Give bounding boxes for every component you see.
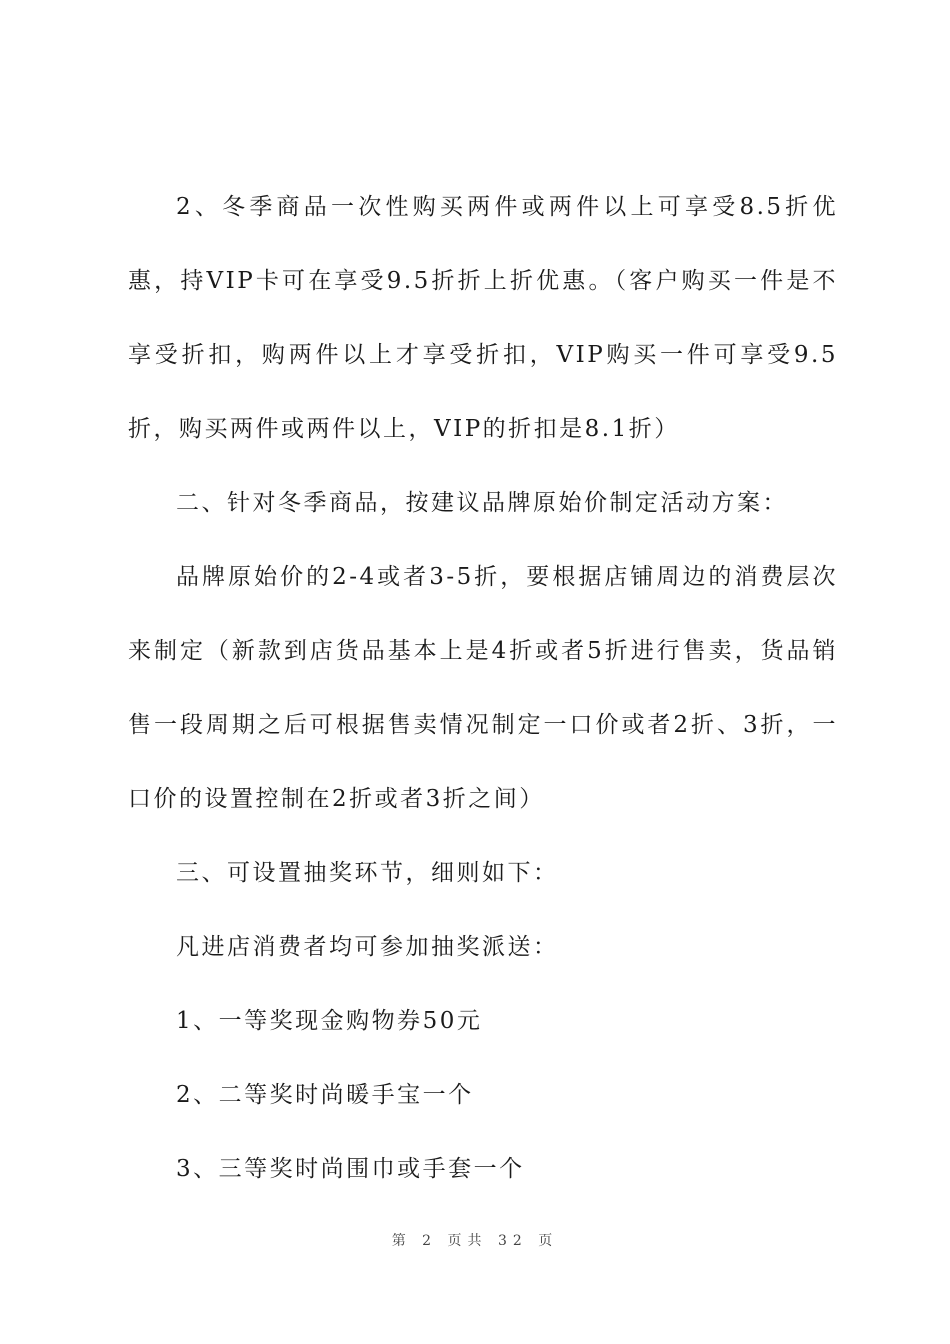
paragraph-original-price: 品牌原始价的2-4或者3-5折，要根据店铺周边的消费层次来制定（新款到店货品基本上是4折或者5折进行售卖，货品销售一段周期之后可根据售卖情况制定一口价或者2折、3折，一口价的设置控制在2折或者3折之间）: [128, 564, 838, 812]
paragraph-section-three-heading: 三、可设置抽奖环节，细则如下：: [176, 860, 559, 886]
paragraph-lottery-intro: 凡进店消费者均可参加抽奖派送：: [176, 934, 559, 960]
paragraph-third-prize: 3、三等奖时尚围巾或手套一个: [176, 1156, 525, 1182]
document-body: [128, 170, 838, 1206]
paragraph-discount-winter: 2、冬季商品一次性购买两件或两件以上可享受8.5折优惠，持VIP卡可在享受9.5折折上折优惠。（客户购买一件是不享受折扣，购两件以上才享受折扣，VIP购买一件可享受9.5折，购买两件或两件以上，VIP的折扣是8.1折）: [128, 194, 838, 442]
paragraph-section-two-heading: 二、针对冬季商品，按建议品牌原始价制定活动方案：: [176, 490, 788, 516]
page-footer: [0, 1230, 950, 1250]
paragraph-first-prize: 1、一等奖现金购物券50元: [176, 1008, 483, 1034]
paragraph-second-prize: 2、二等奖时尚暖手宝一个: [176, 1082, 474, 1108]
page-number-label: 第 2 页共 32 页: [391, 1233, 559, 1249]
